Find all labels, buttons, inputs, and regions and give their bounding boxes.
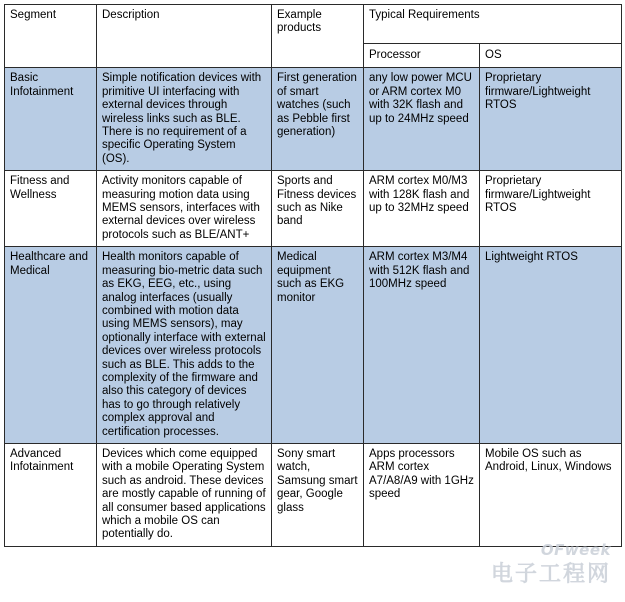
header-segment: Segment [5,5,97,68]
header-example-products: Example products [272,5,364,68]
description-cell: Activity monitors capable of measuring motion data using MEMS sensors, interfaces with external devices over wireless protocols such as BLE/ANT+ [97,171,272,247]
description-cell: Devices which come equipped with a mobile Operating System such as android. These devices are mostly capable of running of all consumer based applications which a mobile OS can potentially do. [97,443,272,546]
table-row [5,443,622,546]
table-row [5,171,622,247]
watermark-line-1: OFweek [540,541,611,559]
segment-cell: Healthcare and Medical [5,247,97,444]
example-products-cell: First generation of smart watches (such as Pebble first generation) [272,68,364,171]
watermark [491,541,611,588]
example-products-cell: Sports and Fitness devices such as Nike band [272,171,364,247]
table-row [5,68,622,171]
example-products-cell: Medical equipment such as EKG monitor [272,247,364,444]
header-row [5,5,622,44]
watermark-line-2: 电子工程网 [490,562,611,587]
requirements-table [4,4,622,547]
os-cell: Proprietary firmware/Lightweight RTOS [480,171,622,247]
processor-cell: ARM cortex M0/M3 with 128K flash and up to 32MHz speed [364,171,480,247]
os-cell: Lightweight RTOS [480,247,622,444]
processor-cell: ARM cortex M3/M4 with 512K flash and 100MHz speed [364,247,480,444]
header-processor: Processor [364,44,480,68]
segment-cell: Basic Infotainment [5,68,97,171]
os-cell: Mobile OS such as Android, Linux, Windows [480,443,622,546]
segment-cell: Advanced Infotainment [5,443,97,546]
os-cell: Proprietary firmware/Lightweight RTOS [480,68,622,171]
header-typical-requirements: Typical Requirements [364,5,622,44]
example-products-cell: Sony smart watch, Samsung smart gear, Google glass [272,443,364,546]
description-cell: Simple notification devices with primitive UI interfacing with external devices through wireless links such as BLE. There is no requirement of a specific Operating System (OS). [97,68,272,171]
header-description: Description [97,5,272,68]
table-row [5,247,622,444]
segment-cell: Fitness and Wellness [5,171,97,247]
processor-cell: Apps processors ARM cortex A7/A8/A9 with 1GHz speed [364,443,480,546]
description-cell: Health monitors capable of measuring bio-metric data such as EKG, EEG, etc., using analog interfaces (usually combined with motion data using MEMS sensors), may optionally interface with external devices over wireless protocols such as BLE. This adds to the complexity of the firmware and also this category of devices has to go through relatively complex approval and certification processes. [97,247,272,444]
header-os: OS [480,44,622,68]
processor-cell: any low power MCU or ARM cortex M0 with 32K flash and up to 24MHz speed [364,68,480,171]
